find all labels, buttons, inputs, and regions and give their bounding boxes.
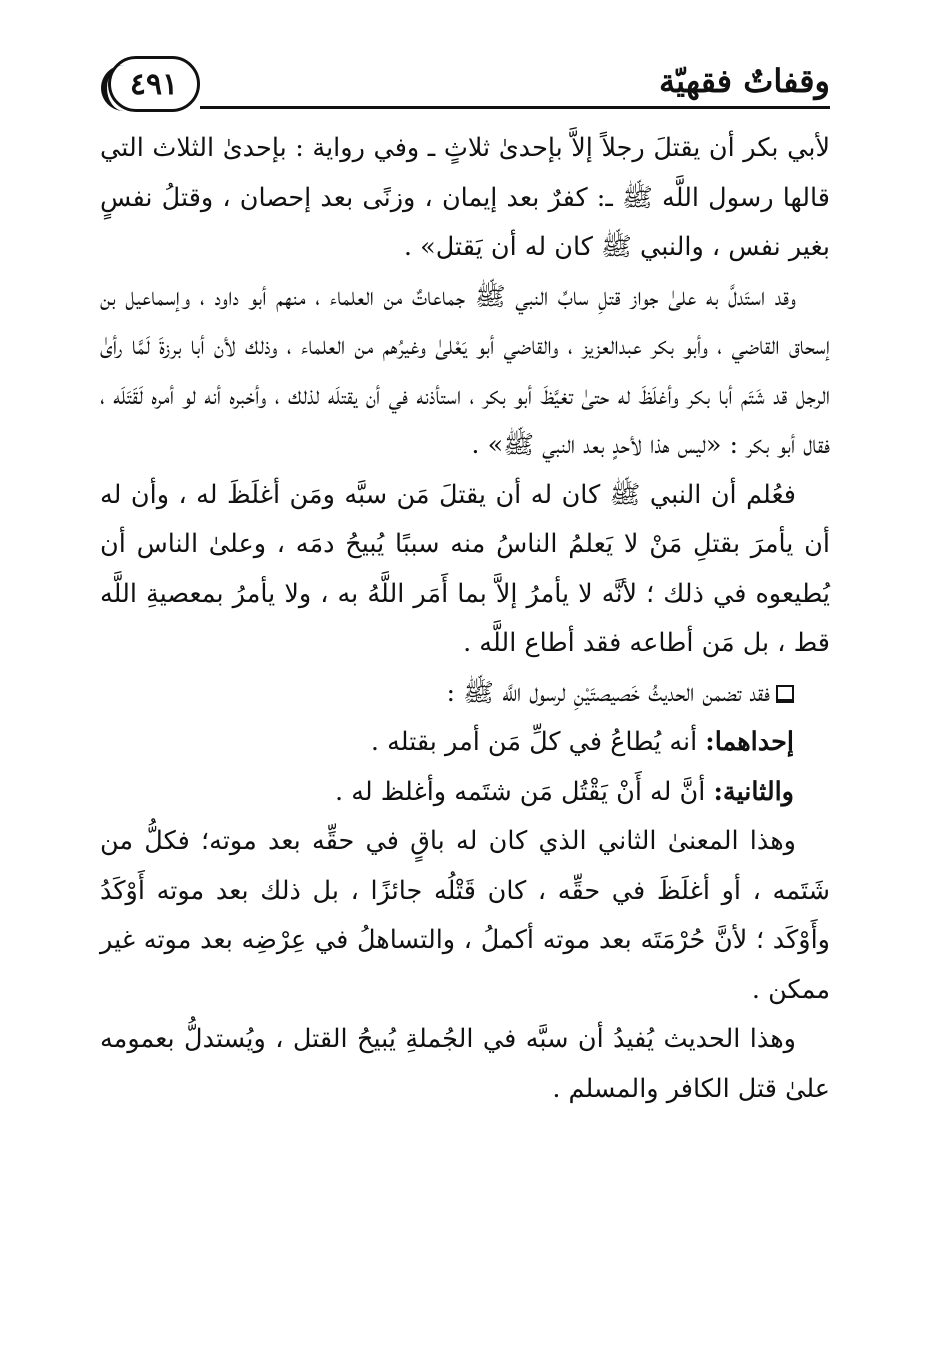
point-two <box>100 768 830 818</box>
running-title: وقفاتٌ فقهيّة <box>659 62 830 100</box>
body-paragraph: وقد استَدلَّ به علىٰ جواز قتلِ سابِّ النبي ﷺ جماعاتٌ من العلماء ، منهم أبو داود ، وإسماعيل بن إسحاق القاضي ، وأبو بكر عبدالعزيز ، والقاضي أبو يَعْلىٰ وغيرُهم من العلماء ، وذلك لأن أبا برزةَ لَمَّا رأىٰ الرجل قد شَتَم أبا بكر وأغلَظَ له حتىٰ تغيَّظَ أبو بكر ، استأذنه في أن يقتلَه لذلك ، وأخبره أنه لو أمره لَقَتَلَه ، فقال أبو بكر : «ليس هذا لأحدٍ بعد النبي ﷺ» . <box>100 281 830 460</box>
body-paragraph: وهذا المعنىٰ الثاني الذي كان له باقٍ في حقِّه بعد موته؛ فكلُّ من شَتَمه ، أو أغلَظَ في حقِّه ، كان قَتْلُه جائزًا ، بل ذلك بعد موته أَوْكَدُ وأَوْكَد ؛ لأنَّ حُرْمَتَه بعد موته أكملُ ، والتساهلُ في عِرْضِه بعد موته غير ممكن . <box>100 826 830 1005</box>
page-body <box>100 124 830 1114</box>
point-two-label: والثانية: <box>713 776 794 807</box>
body-paragraph: وهذا الحديث يُفيدُ أن سبَّه في الجُملةِ يُبيحُ القتل ، ويُستدلُّ بعمومه علىٰ قتل الكافر والمسلم . <box>100 1024 830 1104</box>
header-rule <box>200 106 830 109</box>
page-header <box>100 56 830 122</box>
point-two-text: أنَّ له أَنْ يَقْتُل مَن شتَمه وأغلظ له . <box>334 776 706 807</box>
point-one <box>100 718 830 768</box>
page-number: ٤٩١ <box>108 56 200 112</box>
point-one-label: إحداهما: <box>705 727 794 757</box>
point-one-text: أنه يُطاعُ في كلِّ مَن أمر بقتله . <box>370 727 698 757</box>
body-paragraph: فعُلم أن النبي ﷺ كان له أن يقتلَ مَن سبَّه ومَن أغلَظَ له ، وأن له أن يأمرَ بقتلِ مَنْ لا يَعلمُ الناسُ منه سببًا يُبيحُ دمَه ، وعلىٰ الناس أن يُطيعوه في ذلك ؛ لأنَّه لا يأمرُ إلاَّ بما أَمَر اللَّهُ به ، ولا يأمرُ بمعصيةِ اللَّه قط ، بل مَن أطاعه فقد أطاع اللَّه . <box>100 479 830 658</box>
body-paragraph: لأبي بكر أن يقتلَ رجلاً إلاَّ بإحدىٰ ثلاثٍ ـ وفي رواية : بإحدىٰ الثلاث التي قالها رسول اللَّه ﷺ ـ: كفرٌ بعد إيمان ، وزنًى بعد إحصان ، وقتلُ نفسٍ بغير نفس ، والنبي ﷺ كان له أن يَقتل» . <box>100 133 830 262</box>
points-intro <box>100 669 830 719</box>
points-intro-text: فقد تضمن الحديثُ خَصيصتَيْنِ لرسول اللَّه ﷺ : <box>446 677 770 708</box>
square-bullet-icon <box>776 685 794 703</box>
